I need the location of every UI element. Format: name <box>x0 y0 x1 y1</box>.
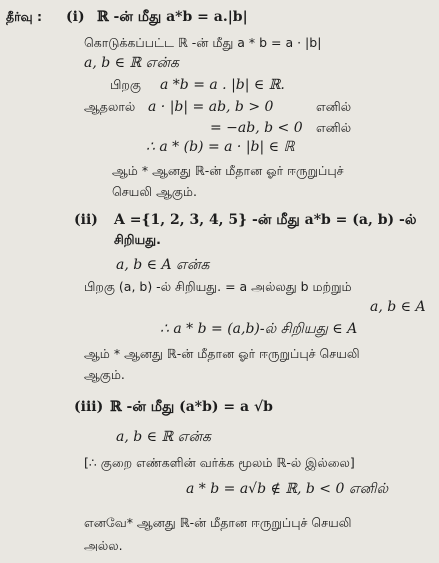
solution-heading: தீர்வு : <box>6 9 42 24</box>
part3-statement: ℝ -ன் மீது (a*b) = a √b <box>110 399 273 415</box>
part3-line3: a * b = a√b ∉ ℝ, b < 0 எனில் <box>186 481 389 497</box>
part1-therefore: ∴ a * (b) = a · |b| ∈ ℝ <box>146 139 295 155</box>
part1-line2: a, b ∈ ℝ என்க <box>84 55 180 71</box>
part3-line1: a, b ∈ ℝ என்க <box>116 429 212 445</box>
part3-conclusion1: எனவே* ஆனது ℝ-ன் மீதான ஈருறுப்புச் செயலி <box>84 515 352 530</box>
part1-line1: கொடுக்கப்பட்ட ℝ -ன் மீது a * b = a · |b| <box>84 35 322 50</box>
part1-hence-if1: எனில் <box>316 99 352 114</box>
part2-line1: a, b ∈ A என்க <box>116 257 210 273</box>
part1-hence-label: ஆதலால் <box>84 99 136 114</box>
part2-conclusion1: ஆம் * ஆனது ℝ-ன் மீதான ஓர் ஈருறுப்புச் செயலி <box>84 346 360 361</box>
part3-label: (iii) <box>74 399 104 415</box>
part1-label: (i) <box>66 9 85 25</box>
part1-conclusion1: ஆம் * ஆனது ℝ-ன் மீதான ஓர் ஈருறுப்புச் <box>112 163 344 178</box>
part2-statement1: A ={1, 2, 3, 4, 5} -ன் மீது a*b = (a, b) -ல் <box>114 212 417 228</box>
part3-conclusion2: அல்ல. <box>84 538 123 553</box>
part2-statement2: சிறியது. <box>114 232 161 247</box>
part1-conclusion2: செயலி ஆகும். <box>112 184 197 199</box>
part2-line2: பிறகு (a, b) -ல் சிறியது. = a அல்லது b மற்றும் <box>84 279 352 294</box>
part1-statement: ℝ -ன் மீது a*b = a.|b| <box>97 9 248 25</box>
part2-therefore: ∴ a * b = (a,b)-ல் சிறியது ∈ A <box>160 321 358 337</box>
part2-label: (ii) <box>74 212 98 228</box>
part1-then-expr: a *b = a . |b| ∈ ℝ. <box>160 77 285 93</box>
part1-hence-if2: எனில் <box>316 120 352 135</box>
part1-hence-expr1: a · |b| = ab, b > 0 <box>148 99 274 115</box>
part2-line3: a, b ∈ A <box>370 299 426 315</box>
part1-then-label: பிறகு <box>110 77 141 92</box>
part3-line2: [∴ குறை எண்களின் வர்க்க மூலம் ℝ-ல் இல்லை] <box>84 455 355 470</box>
part2-conclusion2: ஆகும். <box>84 367 125 382</box>
part1-hence-expr2: = −ab, b < 0 <box>210 120 303 136</box>
